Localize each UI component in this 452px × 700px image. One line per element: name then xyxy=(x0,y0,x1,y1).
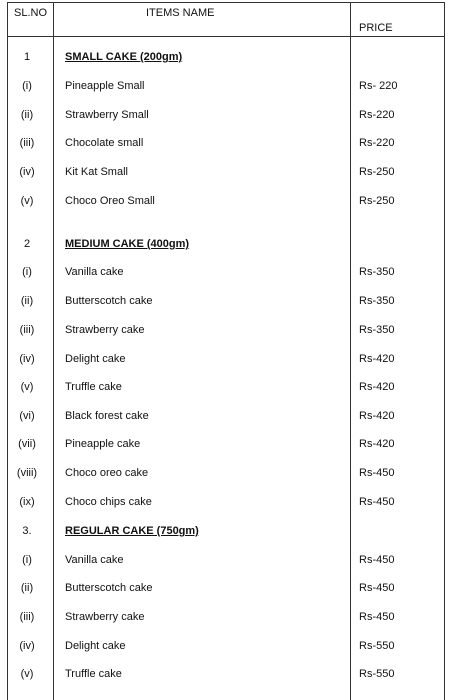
row-item-name: Truffle cake xyxy=(65,381,122,393)
row-item-name: Choco oreo cake xyxy=(65,467,149,479)
row-price: Rs-550 xyxy=(359,640,395,652)
row-price: Rs-450 xyxy=(359,554,395,566)
row-price: Rs-250 xyxy=(359,195,395,207)
row-item-name: Pineapple cake xyxy=(65,438,141,450)
sl-column-divider xyxy=(53,2,54,700)
row-item-name: Black forest cake xyxy=(65,410,149,422)
table-left-border xyxy=(7,2,8,700)
row-price: Rs-220 xyxy=(359,137,395,149)
row-sl: (iv) xyxy=(19,353,35,365)
price-column-divider xyxy=(350,2,351,700)
row-price: Rs-420 xyxy=(359,410,395,422)
row-sl: (vii) xyxy=(18,438,36,450)
row-item-name: Pineapple Small xyxy=(65,80,145,92)
section-2-title: MEDIUM CAKE (400gm) xyxy=(65,238,190,250)
row-sl: (iii) xyxy=(19,611,35,623)
section-3-number: 3. xyxy=(22,525,32,537)
row-price: Rs- 220 xyxy=(359,80,398,92)
row-item-name: Strawberry cake xyxy=(65,611,145,623)
section-1-number: 1 xyxy=(23,51,31,63)
row-sl: (iv) xyxy=(19,640,35,652)
section-2-number: 2 xyxy=(23,238,31,250)
row-sl: (iii) xyxy=(19,137,35,149)
row-item-name: Strawberry Small xyxy=(65,109,149,121)
row-sl: (ii) xyxy=(20,109,34,121)
row-price: Rs-420 xyxy=(359,381,395,393)
row-price: Rs-350 xyxy=(359,295,395,307)
row-sl: (v) xyxy=(20,668,34,680)
header-items-name: ITEMS NAME xyxy=(146,7,215,19)
row-sl: (iv) xyxy=(19,166,35,178)
row-item-name: Butterscotch cake xyxy=(65,582,153,594)
row-price: Rs-450 xyxy=(359,582,395,594)
row-item-name: Vanilla cake xyxy=(65,554,124,566)
row-item-name: Vanilla cake xyxy=(65,266,124,278)
row-item-name: Delight cake xyxy=(65,640,126,652)
row-price: Rs-450 xyxy=(359,496,395,508)
header-price: PRICE xyxy=(359,22,393,34)
row-item-name: Butterscotch cake xyxy=(65,295,153,307)
row-item-name: Choco Oreo Small xyxy=(65,195,155,207)
row-price: Rs-550 xyxy=(359,668,395,680)
row-price: Rs-420 xyxy=(359,353,395,365)
table-top-border xyxy=(7,2,445,3)
row-sl: (viii) xyxy=(16,467,38,479)
row-sl: (ix) xyxy=(19,496,35,508)
row-price: Rs-220 xyxy=(359,109,395,121)
row-item-name: Choco chips cake xyxy=(65,496,152,508)
row-sl: (i) xyxy=(22,266,32,278)
row-item-name: Truffle cake xyxy=(65,668,122,680)
row-price: Rs-420 xyxy=(359,438,395,450)
row-sl: (vi) xyxy=(19,410,35,422)
row-item-name: Strawberry cake xyxy=(65,324,145,336)
row-price: Rs-350 xyxy=(359,324,395,336)
row-sl: (i) xyxy=(22,80,32,92)
row-item-name: Delight cake xyxy=(65,353,126,365)
row-price: Rs-450 xyxy=(359,611,395,623)
row-sl: (i) xyxy=(22,554,32,566)
header-divider xyxy=(7,36,445,37)
header-sl-no: SL.NO xyxy=(13,7,47,19)
row-sl: (v) xyxy=(20,381,34,393)
row-sl: (ii) xyxy=(20,295,34,307)
row-price: Rs-250 xyxy=(359,166,395,178)
section-3-title: REGULAR CAKE (750gm) xyxy=(65,525,199,537)
row-sl: (iii) xyxy=(19,324,35,336)
table-right-border xyxy=(444,2,445,700)
row-item-name: Chocolate small xyxy=(65,137,144,149)
row-item-name: Kit Kat Small xyxy=(65,166,128,178)
section-1-title: SMALL CAKE (200gm) xyxy=(65,51,183,63)
row-sl: (ii) xyxy=(20,582,34,594)
row-price: Rs-350 xyxy=(359,266,395,278)
row-sl: (v) xyxy=(20,195,34,207)
row-price: Rs-450 xyxy=(359,467,395,479)
